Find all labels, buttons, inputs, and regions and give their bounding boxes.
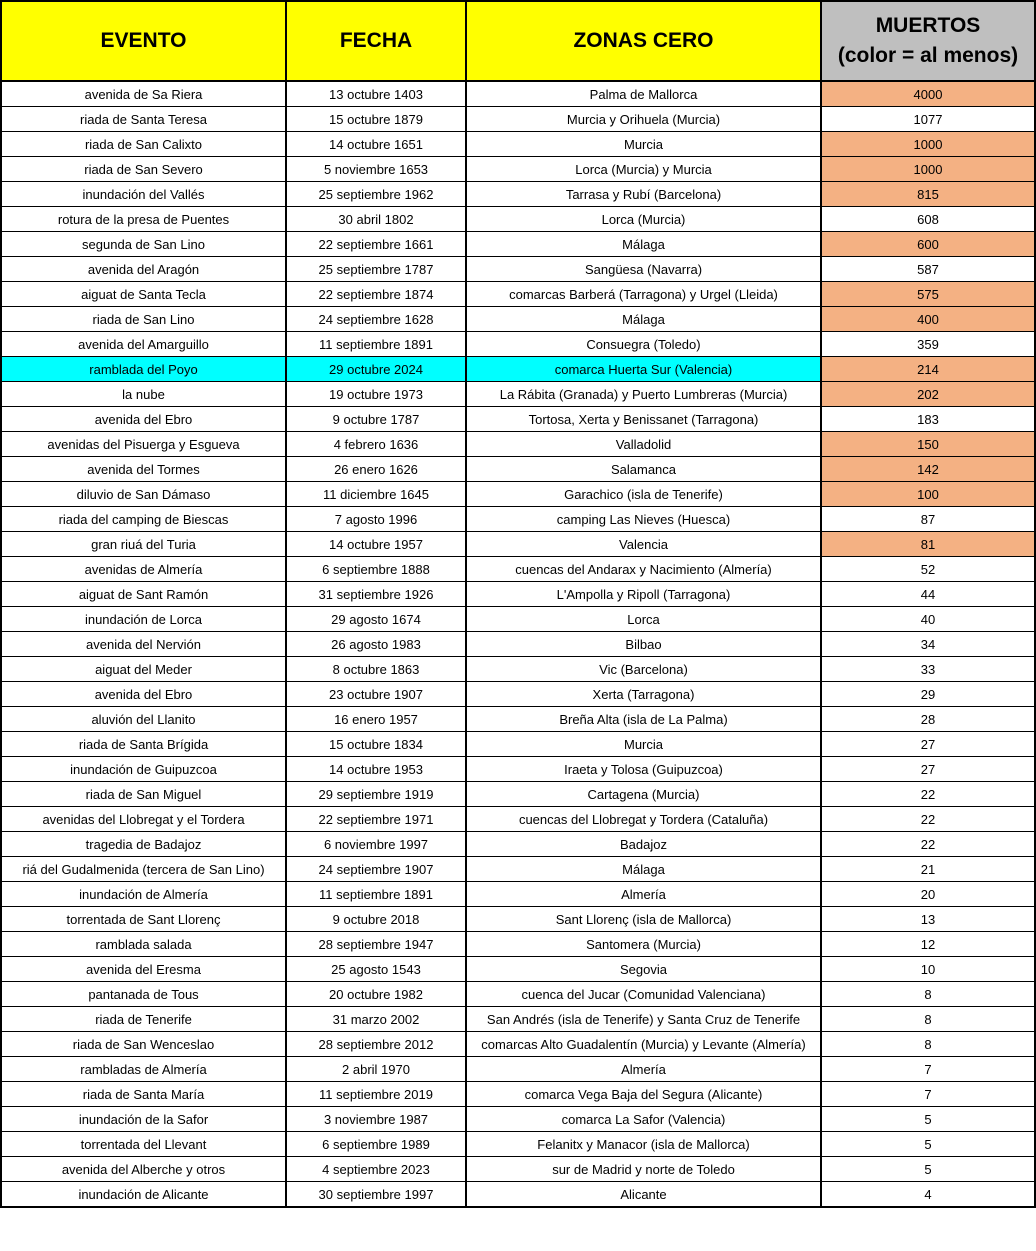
table-row xyxy=(1,507,1035,532)
cell-evento: segunda de San Lino xyxy=(1,232,286,257)
cell-evento: riada de Santa Teresa xyxy=(1,107,286,132)
cell-zonas-cero: Murcia y Orihuela (Murcia) xyxy=(466,107,821,132)
cell-evento: riada de San Lino xyxy=(1,307,286,332)
table-row xyxy=(1,532,1035,557)
cell-zonas-cero: Felanitx y Manacor (isla de Mallorca) xyxy=(466,1132,821,1157)
cell-evento: aiguat de Santa Tecla xyxy=(1,282,286,307)
cell-zonas-cero: Málaga xyxy=(466,232,821,257)
cell-evento: rambladas de Almería xyxy=(1,1057,286,1082)
cell-zonas-cero: Xerta (Tarragona) xyxy=(466,682,821,707)
cell-fecha: 2 abril 1970 xyxy=(286,1057,466,1082)
cell-muertos: 22 xyxy=(821,807,1035,832)
cell-evento: rotura de la presa de Puentes xyxy=(1,207,286,232)
cell-fecha: 14 octubre 1651 xyxy=(286,132,466,157)
header-row xyxy=(1,1,1035,81)
cell-muertos: 8 xyxy=(821,1032,1035,1057)
table-row xyxy=(1,457,1035,482)
cell-evento: avenidas de Almería xyxy=(1,557,286,582)
table-row xyxy=(1,232,1035,257)
cell-zonas-cero: Valencia xyxy=(466,532,821,557)
table-row xyxy=(1,1157,1035,1182)
cell-evento: tragedia de Badajoz xyxy=(1,832,286,857)
cell-zonas-cero: cuencas del Andarax y Nacimiento (Almería) xyxy=(466,557,821,582)
cell-muertos: 5 xyxy=(821,1107,1035,1132)
table-row xyxy=(1,382,1035,407)
cell-fecha: 25 septiembre 1787 xyxy=(286,257,466,282)
cell-evento: riada de San Calixto xyxy=(1,132,286,157)
table-row xyxy=(1,1107,1035,1132)
table-row xyxy=(1,182,1035,207)
cell-fecha: 24 septiembre 1628 xyxy=(286,307,466,332)
cell-muertos: 202 xyxy=(821,382,1035,407)
cell-evento: avenida del Nervión xyxy=(1,632,286,657)
table-row xyxy=(1,732,1035,757)
table-row xyxy=(1,282,1035,307)
cell-muertos: 22 xyxy=(821,782,1035,807)
cell-evento: inundación de Alicante xyxy=(1,1182,286,1208)
cell-fecha: 16 enero 1957 xyxy=(286,707,466,732)
cell-zonas-cero: camping Las Nieves (Huesca) xyxy=(466,507,821,532)
cell-fecha: 11 septiembre 1891 xyxy=(286,882,466,907)
cell-evento: torrentada de Sant Llorenç xyxy=(1,907,286,932)
cell-muertos: 27 xyxy=(821,732,1035,757)
cell-zonas-cero: L'Ampolla y Ripoll (Tarragona) xyxy=(466,582,821,607)
cell-muertos: 52 xyxy=(821,557,1035,582)
cell-evento: avenida del Alberche y otros xyxy=(1,1157,286,1182)
cell-zonas-cero: Murcia xyxy=(466,132,821,157)
cell-fecha: 25 septiembre 1962 xyxy=(286,182,466,207)
table-row xyxy=(1,1007,1035,1032)
table-row xyxy=(1,982,1035,1007)
cell-zonas-cero: Santomera (Murcia) xyxy=(466,932,821,957)
table-row xyxy=(1,1082,1035,1107)
cell-evento: diluvio de San Dámaso xyxy=(1,482,286,507)
cell-fecha: 14 octubre 1953 xyxy=(286,757,466,782)
cell-evento: avenidas del Llobregat y el Tordera xyxy=(1,807,286,832)
cell-fecha: 4 septiembre 2023 xyxy=(286,1157,466,1182)
cell-zonas-cero: Sangüesa (Navarra) xyxy=(466,257,821,282)
cell-zonas-cero: Lorca (Murcia) y Murcia xyxy=(466,157,821,182)
cell-fecha: 28 septiembre 2012 xyxy=(286,1032,466,1057)
cell-muertos: 1000 xyxy=(821,157,1035,182)
cell-fecha: 30 septiembre 1997 xyxy=(286,1182,466,1208)
cell-fecha: 31 septiembre 1926 xyxy=(286,582,466,607)
table-row xyxy=(1,332,1035,357)
cell-zonas-cero: Breña Alta (isla de La Palma) xyxy=(466,707,821,732)
cell-fecha: 28 septiembre 1947 xyxy=(286,932,466,957)
table-row xyxy=(1,407,1035,432)
cell-muertos: 608 xyxy=(821,207,1035,232)
cell-zonas-cero: Almería xyxy=(466,1057,821,1082)
cell-muertos: 214 xyxy=(821,357,1035,382)
header-zonas-cero: ZONAS CERO xyxy=(466,1,821,81)
cell-muertos: 7 xyxy=(821,1082,1035,1107)
cell-evento: riada de Tenerife xyxy=(1,1007,286,1032)
cell-zonas-cero: cuenca del Jucar (Comunidad Valenciana) xyxy=(466,982,821,1007)
cell-muertos: 8 xyxy=(821,1007,1035,1032)
cell-muertos: 34 xyxy=(821,632,1035,657)
cell-muertos: 29 xyxy=(821,682,1035,707)
cell-evento: aiguat de Sant Ramón xyxy=(1,582,286,607)
cell-muertos: 28 xyxy=(821,707,1035,732)
cell-zonas-cero: Consuegra (Toledo) xyxy=(466,332,821,357)
cell-fecha: 22 septiembre 1874 xyxy=(286,282,466,307)
cell-zonas-cero: Vic (Barcelona) xyxy=(466,657,821,682)
cell-evento: avenida del Ebro xyxy=(1,407,286,432)
cell-muertos: 81 xyxy=(821,532,1035,557)
cell-muertos: 21 xyxy=(821,857,1035,882)
cell-evento: pantanada de Tous xyxy=(1,982,286,1007)
cell-zonas-cero: Bilbao xyxy=(466,632,821,657)
table-row xyxy=(1,882,1035,907)
cell-muertos: 5 xyxy=(821,1132,1035,1157)
cell-muertos: 33 xyxy=(821,657,1035,682)
table-row xyxy=(1,132,1035,157)
table-row xyxy=(1,1182,1035,1208)
cell-zonas-cero: La Rábita (Granada) y Puerto Lumbreras (Murcia) xyxy=(466,382,821,407)
cell-zonas-cero: comarca Huerta Sur (Valencia) xyxy=(466,357,821,382)
header-fecha: FECHA xyxy=(286,1,466,81)
cell-evento: avenida del Eresma xyxy=(1,957,286,982)
cell-zonas-cero: Almería xyxy=(466,882,821,907)
table-row xyxy=(1,81,1035,107)
cell-muertos: 183 xyxy=(821,407,1035,432)
table-row xyxy=(1,707,1035,732)
cell-muertos: 5 xyxy=(821,1157,1035,1182)
cell-zonas-cero: Palma de Mallorca xyxy=(466,81,821,107)
cell-evento: riá del Gudalmenida (tercera de San Lino) xyxy=(1,857,286,882)
cell-zonas-cero: San Andrés (isla de Tenerife) y Santa Cruz de Tenerife xyxy=(466,1007,821,1032)
cell-muertos: 1000 xyxy=(821,132,1035,157)
cell-fecha: 14 octubre 1957 xyxy=(286,532,466,557)
cell-muertos: 150 xyxy=(821,432,1035,457)
cell-zonas-cero: comarca Vega Baja del Segura (Alicante) xyxy=(466,1082,821,1107)
cell-muertos: 587 xyxy=(821,257,1035,282)
cell-evento: ramblada del Poyo xyxy=(1,357,286,382)
cell-zonas-cero: cuencas del Llobregat y Tordera (Cataluña) xyxy=(466,807,821,832)
cell-muertos: 400 xyxy=(821,307,1035,332)
cell-muertos: 10 xyxy=(821,957,1035,982)
table-row xyxy=(1,682,1035,707)
cell-evento: avenida del Amarguillo xyxy=(1,332,286,357)
cell-fecha: 7 agosto 1996 xyxy=(286,507,466,532)
cell-zonas-cero: Alicante xyxy=(466,1182,821,1208)
cell-fecha: 29 agosto 1674 xyxy=(286,607,466,632)
cell-muertos: 600 xyxy=(821,232,1035,257)
cell-fecha: 29 octubre 2024 xyxy=(286,357,466,382)
cell-evento: aluvión del Llanito xyxy=(1,707,286,732)
cell-fecha: 9 octubre 2018 xyxy=(286,907,466,932)
table-row xyxy=(1,632,1035,657)
cell-evento: torrentada del Llevant xyxy=(1,1132,286,1157)
header-muertos-title: MUERTOS xyxy=(875,14,981,37)
cell-zonas-cero: comarcas Alto Guadalentín (Murcia) y Levante (Almería) xyxy=(466,1032,821,1057)
table-row xyxy=(1,157,1035,182)
cell-muertos: 815 xyxy=(821,182,1035,207)
table-row xyxy=(1,207,1035,232)
table-body xyxy=(1,81,1035,1207)
cell-evento: inundación de Lorca xyxy=(1,607,286,632)
cell-zonas-cero: Iraeta y Tolosa (Guipuzcoa) xyxy=(466,757,821,782)
cell-zonas-cero: sur de Madrid y norte de Toledo xyxy=(466,1157,821,1182)
cell-evento: riada de Santa María xyxy=(1,1082,286,1107)
cell-zonas-cero: Salamanca xyxy=(466,457,821,482)
cell-evento: avenidas del Pisuerga y Esgueva xyxy=(1,432,286,457)
cell-evento: riada de San Severo xyxy=(1,157,286,182)
cell-evento: ramblada salada xyxy=(1,932,286,957)
cell-evento: inundación de Almería xyxy=(1,882,286,907)
cell-muertos: 359 xyxy=(821,332,1035,357)
table-row xyxy=(1,432,1035,457)
cell-fecha: 15 octubre 1834 xyxy=(286,732,466,757)
cell-zonas-cero: Tarrasa y Rubí (Barcelona) xyxy=(466,182,821,207)
table-row xyxy=(1,257,1035,282)
cell-evento: avenida de Sa Riera xyxy=(1,81,286,107)
cell-fecha: 20 octubre 1982 xyxy=(286,982,466,1007)
cell-zonas-cero: Sant Llorenç (isla de Mallorca) xyxy=(466,907,821,932)
table-row xyxy=(1,757,1035,782)
cell-muertos: 12 xyxy=(821,932,1035,957)
cell-evento: riada del camping de Biescas xyxy=(1,507,286,532)
cell-evento: avenida del Tormes xyxy=(1,457,286,482)
cell-evento: la nube xyxy=(1,382,286,407)
cell-zonas-cero: Segovia xyxy=(466,957,821,982)
cell-evento: inundación de Guipuzcoa xyxy=(1,757,286,782)
table-row xyxy=(1,1032,1035,1057)
cell-fecha: 22 septiembre 1661 xyxy=(286,232,466,257)
cell-muertos: 4000 xyxy=(821,81,1035,107)
cell-evento: riada de San Wenceslao xyxy=(1,1032,286,1057)
cell-muertos: 27 xyxy=(821,757,1035,782)
cell-muertos: 4 xyxy=(821,1182,1035,1208)
table-row xyxy=(1,932,1035,957)
cell-fecha: 5 noviembre 1653 xyxy=(286,157,466,182)
cell-muertos: 1077 xyxy=(821,107,1035,132)
table-row xyxy=(1,482,1035,507)
cell-zonas-cero: Valladolid xyxy=(466,432,821,457)
cell-muertos: 40 xyxy=(821,607,1035,632)
cell-fecha: 25 agosto 1543 xyxy=(286,957,466,982)
cell-evento: avenida del Ebro xyxy=(1,682,286,707)
cell-muertos: 87 xyxy=(821,507,1035,532)
table-row xyxy=(1,107,1035,132)
cell-evento: inundación de la Safor xyxy=(1,1107,286,1132)
header-muertos xyxy=(821,1,1035,81)
cell-fecha: 23 octubre 1907 xyxy=(286,682,466,707)
cell-muertos: 142 xyxy=(821,457,1035,482)
cell-zonas-cero: comarca La Safor (Valencia) xyxy=(466,1107,821,1132)
cell-muertos: 7 xyxy=(821,1057,1035,1082)
cell-fecha: 24 septiembre 1907 xyxy=(286,857,466,882)
cell-evento: riada de Santa Brígida xyxy=(1,732,286,757)
table-row xyxy=(1,857,1035,882)
cell-evento: riada de San Miguel xyxy=(1,782,286,807)
cell-fecha: 6 septiembre 1989 xyxy=(286,1132,466,1157)
cell-fecha: 30 abril 1802 xyxy=(286,207,466,232)
cell-fecha: 29 septiembre 1919 xyxy=(286,782,466,807)
cell-fecha: 22 septiembre 1971 xyxy=(286,807,466,832)
cell-fecha: 8 octubre 1863 xyxy=(286,657,466,682)
cell-muertos: 13 xyxy=(821,907,1035,932)
cell-fecha: 11 septiembre 1891 xyxy=(286,332,466,357)
cell-zonas-cero: Garachico (isla de Tenerife) xyxy=(466,482,821,507)
cell-fecha: 11 septiembre 2019 xyxy=(286,1082,466,1107)
cell-zonas-cero: Murcia xyxy=(466,732,821,757)
table-row xyxy=(1,557,1035,582)
table-row xyxy=(1,1057,1035,1082)
cell-fecha: 3 noviembre 1987 xyxy=(286,1107,466,1132)
cell-zonas-cero: Málaga xyxy=(466,857,821,882)
cell-evento: avenida del Aragón xyxy=(1,257,286,282)
cell-zonas-cero: Cartagena (Murcia) xyxy=(466,782,821,807)
table-row xyxy=(1,582,1035,607)
table-row xyxy=(1,957,1035,982)
cell-fecha: 13 octubre 1403 xyxy=(286,81,466,107)
cell-evento: aiguat del Meder xyxy=(1,657,286,682)
cell-fecha: 19 octubre 1973 xyxy=(286,382,466,407)
cell-fecha: 26 agosto 1983 xyxy=(286,632,466,657)
table-row xyxy=(1,907,1035,932)
cell-muertos: 100 xyxy=(821,482,1035,507)
table-row xyxy=(1,307,1035,332)
cell-muertos: 20 xyxy=(821,882,1035,907)
table-row xyxy=(1,832,1035,857)
cell-fecha: 26 enero 1626 xyxy=(286,457,466,482)
table-row xyxy=(1,607,1035,632)
cell-fecha: 11 diciembre 1645 xyxy=(286,482,466,507)
cell-muertos: 575 xyxy=(821,282,1035,307)
cell-fecha: 6 septiembre 1888 xyxy=(286,557,466,582)
table-row xyxy=(1,657,1035,682)
cell-evento: inundación del Vallés xyxy=(1,182,286,207)
cell-zonas-cero: comarcas Barberá (Tarragona) y Urgel (Lleida) xyxy=(466,282,821,307)
cell-muertos: 22 xyxy=(821,832,1035,857)
cell-zonas-cero: Tortosa, Xerta y Benissanet (Tarragona) xyxy=(466,407,821,432)
cell-fecha: 9 octubre 1787 xyxy=(286,407,466,432)
table-row xyxy=(1,357,1035,382)
cell-zonas-cero: Badajoz xyxy=(466,832,821,857)
cell-muertos: 44 xyxy=(821,582,1035,607)
cell-muertos: 8 xyxy=(821,982,1035,1007)
cell-zonas-cero: Lorca xyxy=(466,607,821,632)
cell-fecha: 6 noviembre 1997 xyxy=(286,832,466,857)
cell-fecha: 31 marzo 2002 xyxy=(286,1007,466,1032)
cell-zonas-cero: Lorca (Murcia) xyxy=(466,207,821,232)
table-row xyxy=(1,782,1035,807)
header-evento: EVENTO xyxy=(1,1,286,81)
table-row xyxy=(1,1132,1035,1157)
cell-fecha: 4 febrero 1636 xyxy=(286,432,466,457)
cell-evento: gran riuá del Turia xyxy=(1,532,286,557)
header-muertos-note: (color = al menos) xyxy=(837,44,1019,67)
cell-fecha: 15 octubre 1879 xyxy=(286,107,466,132)
cell-zonas-cero: Málaga xyxy=(466,307,821,332)
table-row xyxy=(1,807,1035,832)
